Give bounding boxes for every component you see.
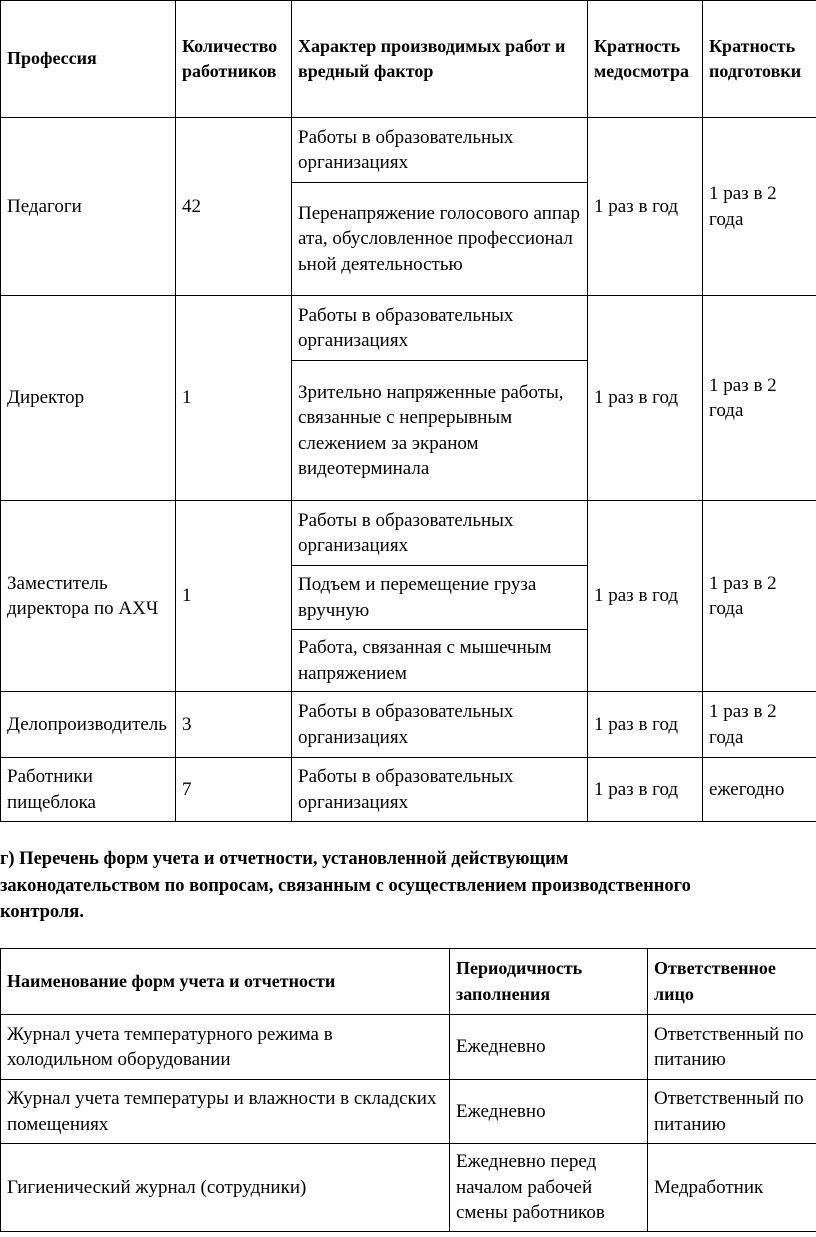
header-profession: Профессия xyxy=(1,1,176,118)
section-heading-line: г) Перечень форм учета и отчетности, установленной действующим xyxy=(0,849,569,869)
table-row xyxy=(1,692,816,758)
table-row xyxy=(1,296,816,361)
table-row xyxy=(1,501,816,566)
exam-cell: 1 раз в год xyxy=(588,692,703,758)
header-period: Периодичность заполнения xyxy=(450,949,648,1015)
training-cell: 1 раз в 2 года xyxy=(703,501,816,692)
responsible-cell: Ответственный по питанию xyxy=(648,1015,816,1080)
header-form-name: Наименование форм учета и отчетности xyxy=(1,949,450,1015)
period-cell: Ежедневно перед началом рабочей смены работников xyxy=(450,1144,648,1232)
exam-cell: 1 раз в год xyxy=(588,118,703,296)
factor-cell: Работы в образовательных организациях xyxy=(292,501,588,566)
factor-cell: Работы в образовательных организациях xyxy=(292,118,588,183)
period-cell: Ежедневно xyxy=(450,1080,648,1144)
header-responsible: Ответственное лицо xyxy=(648,949,816,1015)
count-cell: 1 xyxy=(176,501,292,692)
period-cell: Ежедневно xyxy=(450,1015,648,1080)
section-heading-line: законодательством по вопросам, связанным с осуществлением производственного xyxy=(0,875,691,896)
header-training: Кратность подготовки xyxy=(703,1,816,118)
table-header-row xyxy=(1,1,816,118)
exam-cell: 1 раз в год xyxy=(588,758,703,822)
table-header-row xyxy=(1,949,816,1015)
exam-cell: 1 раз в год xyxy=(588,501,703,692)
header-count: Количество работников xyxy=(176,1,292,118)
table-row xyxy=(1,1144,816,1232)
section-heading xyxy=(0,846,816,926)
count-cell: 1 xyxy=(176,296,292,501)
header-work: Характер производимых работ и вредный фактор xyxy=(292,1,588,118)
form-name-cell: Журнал учета температуры и влажности в складских помещениях xyxy=(1,1080,450,1144)
table-row xyxy=(1,1015,816,1080)
factor-cell: Работы в образовательных организациях xyxy=(292,758,588,822)
count-cell: 42 xyxy=(176,118,292,296)
records-table xyxy=(0,948,816,1232)
factor-cell: Зрительно напряженные работы, связанные с непрерывным слежением за экраном видеотерминала xyxy=(292,361,588,501)
responsible-cell: Медработник xyxy=(648,1144,816,1232)
factor-cell: Работа, связанная с мышечным напряжением xyxy=(292,630,588,692)
form-name-cell: Журнал учета температурного режима в холодильном оборудовании xyxy=(1,1015,450,1080)
profession-cell: Делопроизводитель xyxy=(1,692,176,758)
profession-cell: Заместитель директора по АХЧ xyxy=(1,501,176,692)
responsible-cell: Ответственный по питанию xyxy=(648,1080,816,1144)
factor-cell: Работы в образовательных организациях xyxy=(292,692,588,758)
header-exam: Кратность медосмотра xyxy=(588,1,703,118)
factor-cell: Работы в образовательных организациях xyxy=(292,296,588,361)
training-cell: ежегодно xyxy=(703,758,816,822)
count-cell: 7 xyxy=(176,758,292,822)
section-heading-line: контроля. xyxy=(0,902,84,922)
profession-cell: Директор xyxy=(1,296,176,501)
training-cell: 1 раз в 2 года xyxy=(703,692,816,758)
table-row xyxy=(1,1080,816,1144)
profession-cell: Педагоги xyxy=(1,118,176,296)
factor-cell: Подъем и перемещение груза вручную xyxy=(292,566,588,630)
table-row xyxy=(1,118,816,183)
profession-cell: Работники пищеблока xyxy=(1,758,176,822)
exam-cell: 1 раз в год xyxy=(588,296,703,501)
table-row xyxy=(1,758,816,822)
factor-cell: Перенапряжение голосового аппарата, обусловленное профессиональной деятельностью xyxy=(292,183,588,296)
training-cell: 1 раз в 2 года xyxy=(703,118,816,296)
count-cell: 3 xyxy=(176,692,292,758)
training-cell: 1 раз в 2 года xyxy=(703,296,816,501)
form-name-cell: Гигиенический журнал (сотрудники) xyxy=(1,1144,450,1232)
